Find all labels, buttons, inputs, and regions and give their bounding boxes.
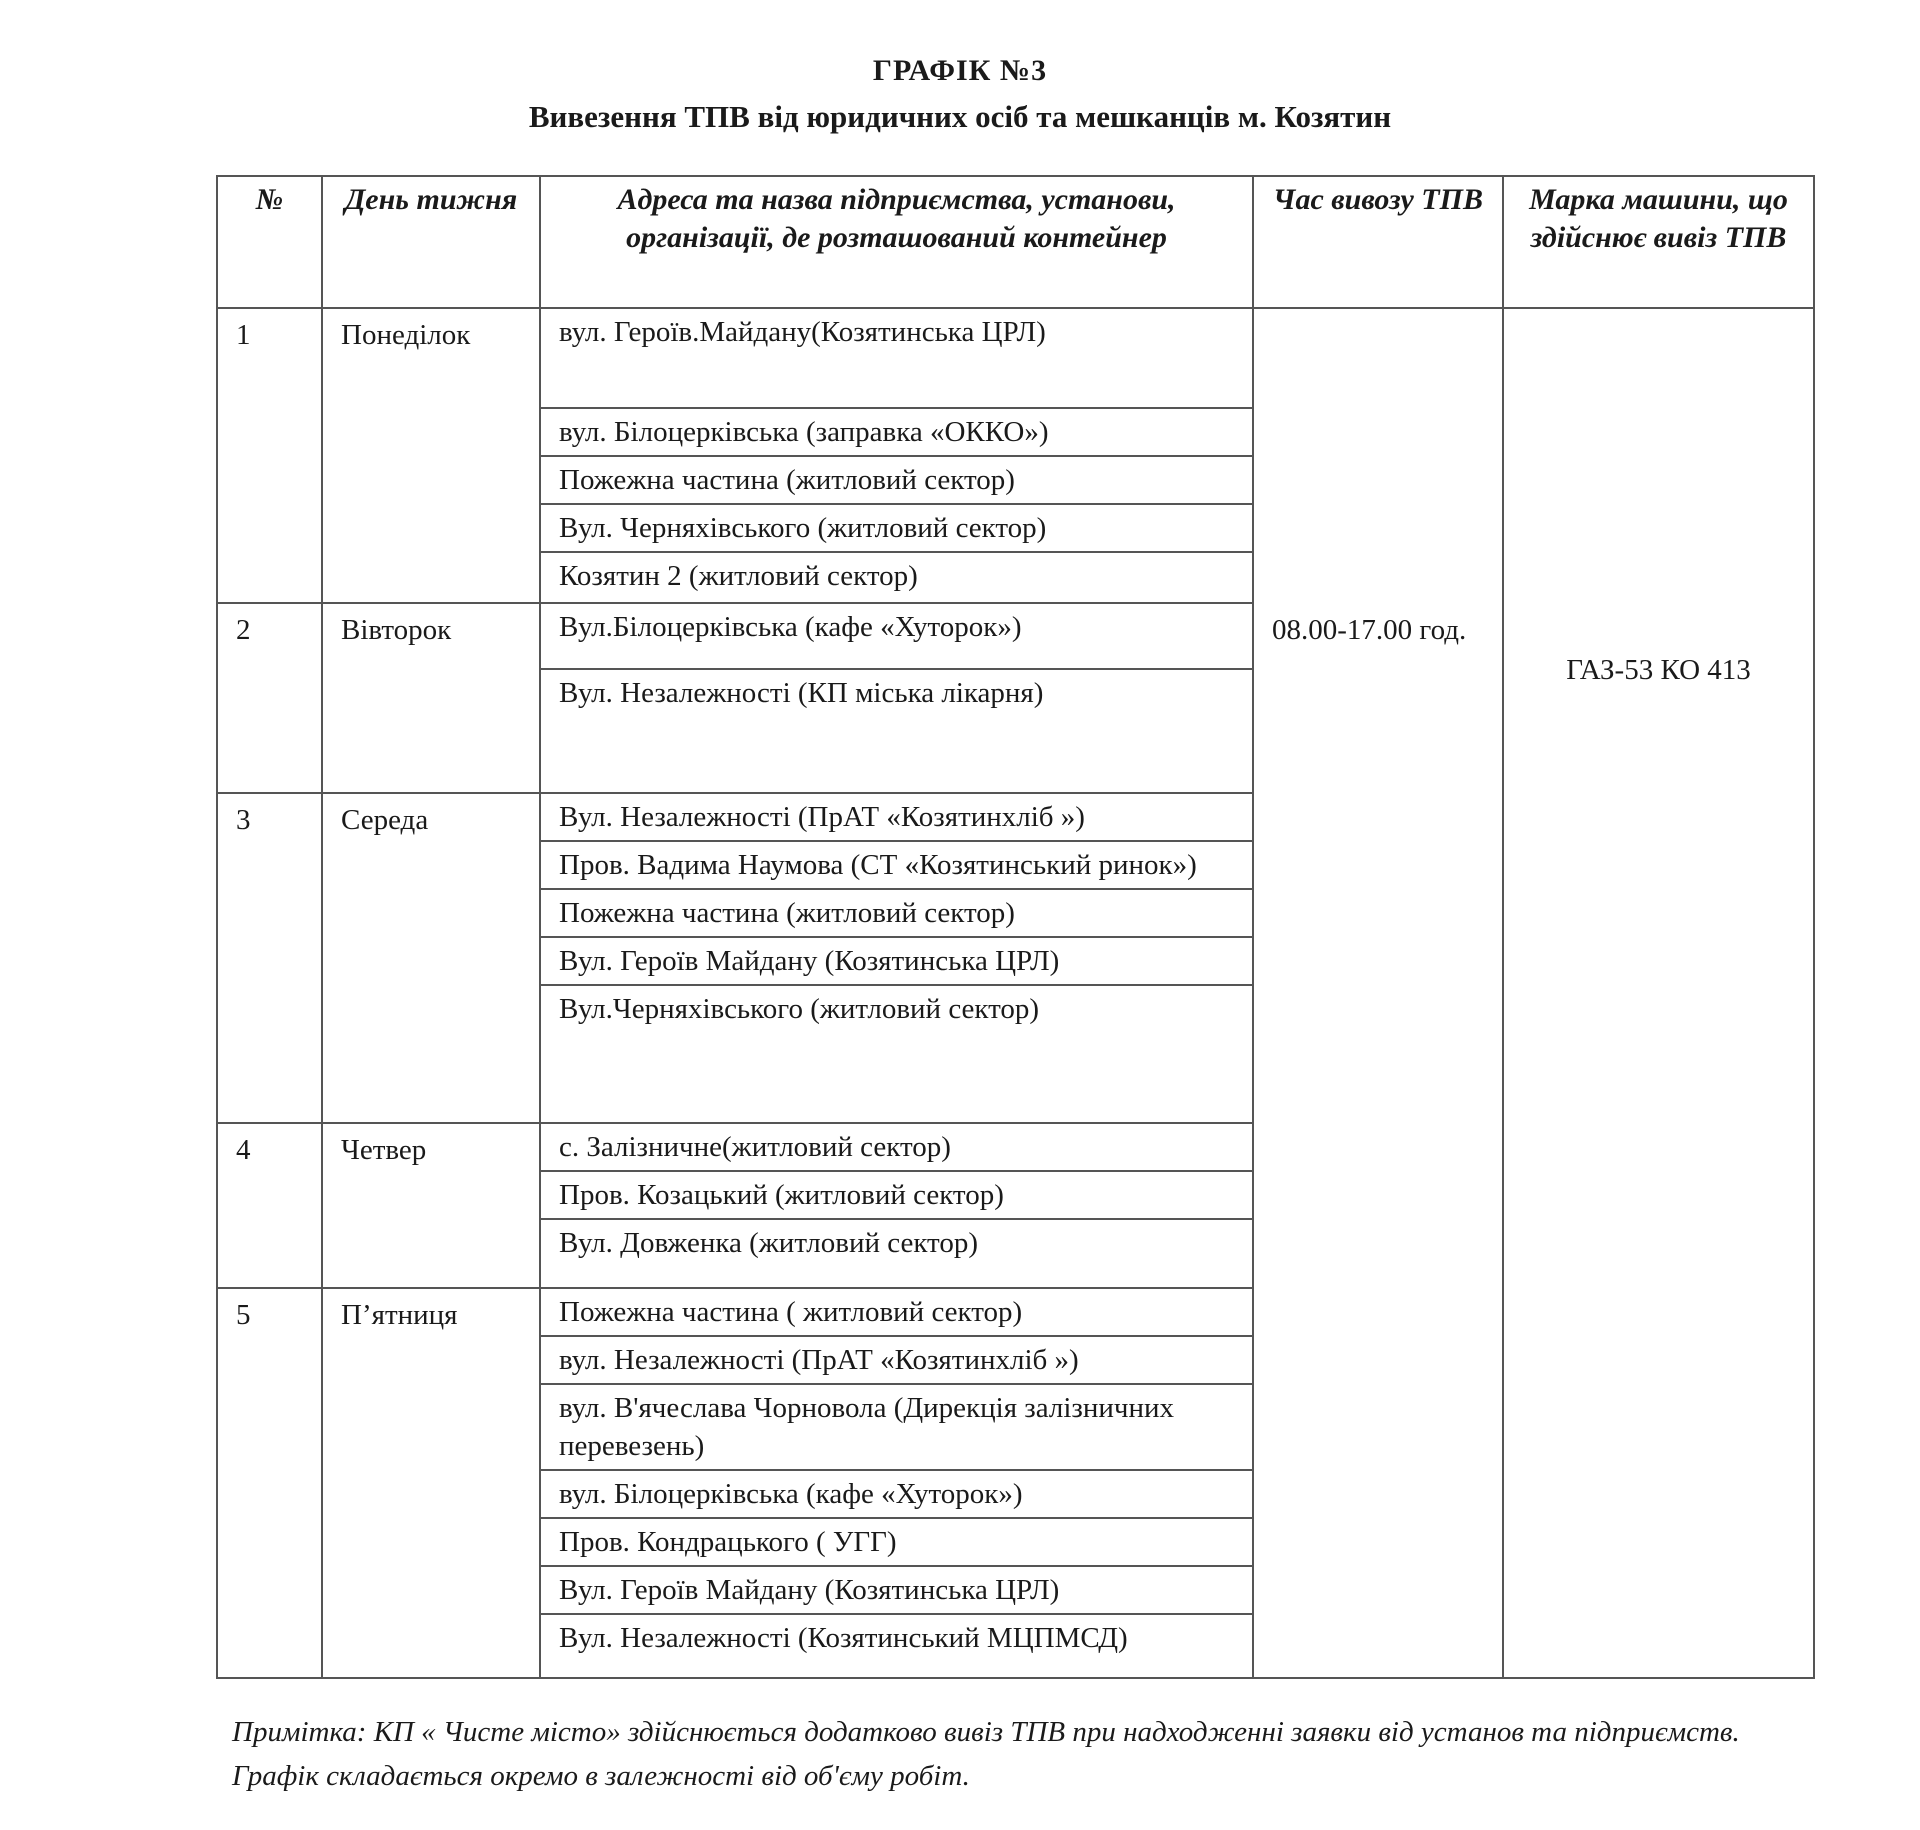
address-item: Вул. Незалежності (ПрАТ «Козятинхліб ») <box>541 794 1252 842</box>
row-day: П’ятниця <box>322 1288 540 1678</box>
address-item: Пожежна частина ( житловий сектор) <box>541 1289 1252 1337</box>
row-num: 1 <box>217 308 322 603</box>
address-item: вул. Героїв.Майдану(Козятинська ЦРЛ) <box>541 309 1252 409</box>
address-item: Пров. Кондрацького ( УГГ) <box>541 1519 1252 1567</box>
row-day: Середа <box>322 793 540 1123</box>
address-item: Вул. Довженка (житловий сектор) <box>559 1227 978 1259</box>
address-item: Вул. Незалежності (Козятинський МЦПМСД) <box>559 1622 1128 1654</box>
pickup-time: 08.00-17.00 год. <box>1253 308 1503 1678</box>
schedule-table <box>216 175 1815 1679</box>
table-header-row <box>217 176 1814 308</box>
address-item: Вул. Героїв Майдану (Козятинська ЦРЛ) <box>541 1567 1252 1615</box>
title-line-2: Вивезення ТПВ від юридичних осіб та мешканців м. Козятин <box>528 99 1392 134</box>
address-item: вул. В'ячеслава Чорновола (Дирекція залізничних перевезень) <box>541 1385 1252 1471</box>
address-item: Вул. Незалежності (КП міська лікарня) <box>559 677 1044 709</box>
row-num: 4 <box>217 1123 322 1288</box>
header-day: День тижня <box>322 176 540 308</box>
header-address: Адреса та назва підприємства, установи, організації, де розташований контейнер <box>540 176 1253 308</box>
address-cell <box>540 308 1253 603</box>
address-item: Пожежна частина (житловий сектор) <box>541 890 1252 938</box>
header-car: Марка машини, що здійснює вивіз ТПВ <box>1503 176 1814 308</box>
address-item: Вул. Черняхівського (житловий сектор) <box>541 505 1252 553</box>
vehicle-model: ГАЗ-53 КО 413 <box>1503 308 1814 1678</box>
address-cell <box>540 1288 1253 1678</box>
address-item: вул. Білоцерківська (заправка «ОККО») <box>541 409 1252 457</box>
row-num: 3 <box>217 793 322 1123</box>
address-item: Пров. Вадима Наумова (СТ «Козятинський ринок») <box>541 842 1252 890</box>
address-item: вул. Білоцерківська (кафе «Хуторок») <box>541 1471 1252 1519</box>
address-item: Пров. Козацький (житловий сектор) <box>541 1172 1252 1220</box>
document-title <box>0 48 1920 140</box>
address-item: с. Залізничне(житловий сектор) <box>541 1124 1252 1172</box>
address-cell <box>540 793 1253 1123</box>
table-row <box>217 308 1814 603</box>
address-item: Вул.Білоцерківська (кафе «Хуторок») <box>541 604 1252 670</box>
address-cell <box>540 603 1253 793</box>
address-item: Козятин 2 (житловий сектор) <box>559 560 918 592</box>
address-item: Вул.Черняхівського (житловий сектор) <box>559 993 1040 1025</box>
row-day: Понеділок <box>322 308 540 603</box>
address-item: Пожежна частина (житловий сектор) <box>541 457 1252 505</box>
header-time: Час вивозу ТПВ <box>1253 176 1503 308</box>
address-cell <box>540 1123 1253 1288</box>
title-line-1: ГРАФІК №3 <box>872 54 1048 87</box>
row-day: Четвер <box>322 1123 540 1288</box>
address-item: вул. Незалежності (ПрАТ «Козятинхліб ») <box>541 1337 1252 1385</box>
row-num: 5 <box>217 1288 322 1678</box>
row-num: 2 <box>217 603 322 793</box>
footnote: Примітка: КП « Чисте місто» здійснюється додатково вивіз ТПВ при надходженні заявки від установ та підприємств. Графік складається окремо в залежності від об'єму робіт. <box>232 1716 1740 1792</box>
address-item: Вул. Героїв Майдану (Козятинська ЦРЛ) <box>541 938 1252 986</box>
header-num: № <box>217 176 322 308</box>
row-day: Вівторок <box>322 603 540 793</box>
